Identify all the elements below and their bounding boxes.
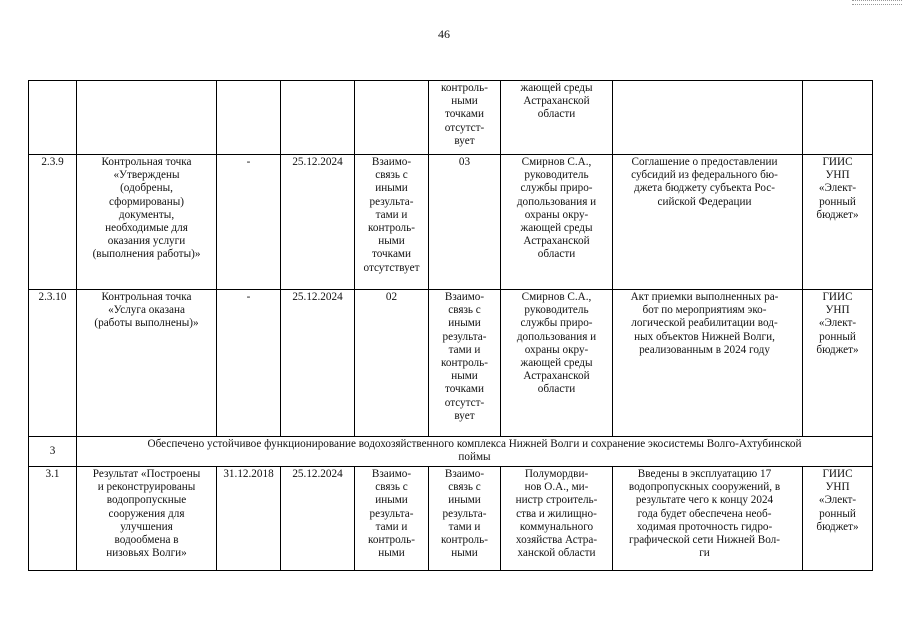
cell-responsible [501, 155, 613, 290]
cell-num [29, 437, 77, 467]
cell-text: жающей среды Астраханской области [520, 82, 593, 121]
cell-document [613, 467, 803, 571]
cell-predecessor [429, 467, 501, 571]
cell-num [29, 467, 77, 571]
cell-text: Обеспечено устойчивое функционирование водохозяйственного комплекса Нижней Волги и сохранение экосистемы Волго-Ахтубинской поймы [147, 438, 802, 464]
cell-document [613, 155, 803, 290]
cell-system [803, 467, 873, 571]
cell-document [613, 290, 803, 437]
cell-text: 02 [385, 291, 398, 303]
cell-system [803, 155, 873, 290]
cell-end [281, 290, 355, 437]
cell-text: Результат «Построены и реконструированы водопропускные сооружения для улучшения водообмена в низовьях Волги» [92, 468, 201, 560]
cell-predecessor [429, 290, 501, 437]
cell-text: - [246, 291, 251, 303]
cell-text: ГИИС УНП «Элект- ронный бюджет» [816, 468, 859, 533]
cell-end [281, 467, 355, 571]
cell-num [29, 81, 77, 155]
cell-system [803, 81, 873, 155]
cell-predecessor [429, 155, 501, 290]
cell-text: Контрольная точка «Услуга оказана (работы выполнены)» [94, 291, 199, 330]
cell-text: 25.12.2024 [292, 291, 343, 303]
cell-text: Смирнов С.А., руководитель службы приро- допользования и охраны окру- жающей среды Астраханской области [516, 291, 597, 396]
cell-end [281, 81, 355, 155]
cell-text: Взаимо- связь с иными результа- тами и контроль- ными [368, 468, 415, 560]
document-table [28, 80, 873, 571]
cell-responsible [501, 290, 613, 437]
cell-text: 25.12.2024 [292, 468, 343, 480]
table-row-3-1 [29, 467, 873, 571]
cell-name [77, 290, 217, 437]
cell-responsible [501, 467, 613, 571]
cell-predecessor [429, 81, 501, 155]
cell-text: Введены в эксплуатацию 17 водопропускных сооружений, в результате чего к концу 2024 года будет обеспечена необ- ходимая проточность гидро- графической сети Нижней Вол- ги [628, 468, 781, 560]
cell-link [355, 467, 429, 571]
cell-text: Соглашение о предоставлении субсидий из федерального бю- джета бюджету субъекта Рос- сийской Федерации [631, 156, 778, 208]
cell-document [613, 81, 803, 155]
cell-responsible [501, 81, 613, 155]
cell-text: Акт приемки выполненных ра- бот по мероприятиям эко- логической реабилитации вод- ных объектов Нижней Волги, реализованным в 2024 году [630, 291, 779, 356]
cell-text: 2.3.10 [38, 291, 67, 303]
cell-text: Взаимо- связь с иными результа- тами и контроль- ными [441, 468, 488, 560]
cell-text: 3 [49, 444, 56, 457]
cell-link [355, 81, 429, 155]
cell-text: Контрольная точка «Утверждены (одобрены, сформированы) документы, необходимые для оказания услуги (выполнения работы)» [92, 156, 201, 261]
cell-text: 25.12.2024 [292, 156, 343, 168]
cell-num [29, 290, 77, 437]
cell-text: Взаимо- связь с иными результа- тами и контроль- ными точками отсутст- вует [441, 291, 488, 422]
cell-name [77, 467, 217, 571]
cell-text: 03 [458, 156, 471, 168]
cell-name [77, 81, 217, 155]
cell-text: 2.3.9 [41, 156, 64, 168]
cell-text: ГИИС УНП «Элект- ронный бюджет» [816, 156, 859, 221]
cell-section-title [77, 437, 873, 467]
table-row-2-3-9 [29, 155, 873, 290]
cell-text: контроль- ными точками отсутст- вует [441, 82, 488, 147]
cell-link [355, 290, 429, 437]
cell-start [217, 467, 281, 571]
cell-text: 3.1 [45, 468, 60, 480]
cell-text: Полумордви- нов О.А., ми- нистр строитель- ства и жилищно- коммунального хозяйства Астра- ханской области [515, 468, 598, 560]
cell-text: Взаимо- связь с иными результа- тами и контроль- ными точками отсутствует [363, 156, 420, 274]
cell-system [803, 290, 873, 437]
page-corner-mark [852, 0, 902, 5]
cell-num [29, 155, 77, 290]
cell-text: 31.12.2018 [223, 468, 274, 480]
cell-start [217, 155, 281, 290]
cell-text: Смирнов С.А., руководитель службы приро- допользования и охраны окру- жающей среды Астраханской области [516, 156, 597, 261]
cell-end [281, 155, 355, 290]
cell-text: - [246, 156, 251, 168]
cell-text: ГИИС УНП «Элект- ронный бюджет» [816, 291, 859, 356]
table-row-2-3-10 [29, 290, 873, 437]
cell-link [355, 155, 429, 290]
cell-start [217, 290, 281, 437]
table-row-continuation [29, 81, 873, 155]
page-number: 46 [438, 27, 450, 41]
cell-name [77, 155, 217, 290]
cell-start [217, 81, 281, 155]
table-row-3 [29, 437, 873, 467]
